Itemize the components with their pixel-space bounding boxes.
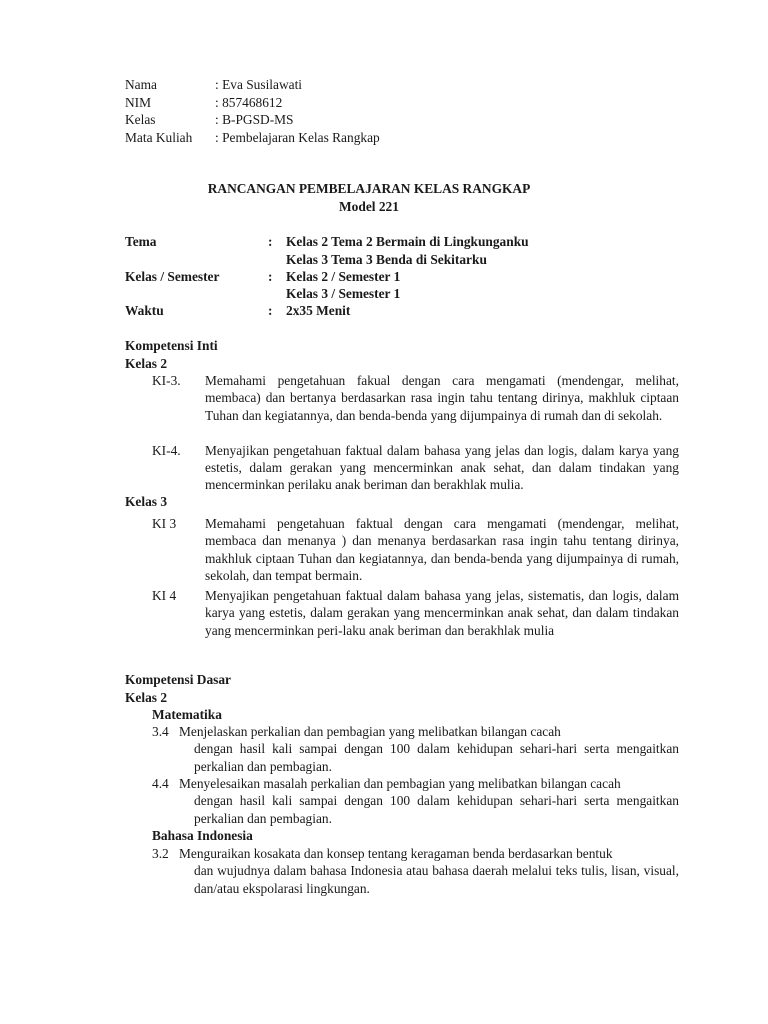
kd-item <box>152 845 679 897</box>
ki-code: KI 3 <box>152 516 177 531</box>
tema-value-1: Kelas 2 Tema 2 Bermain di Lingkunganku <box>286 234 529 249</box>
waktu-colon: : <box>268 303 273 318</box>
header-row-nama <box>125 76 302 93</box>
header-row-kelas <box>125 111 294 128</box>
header-row-nim <box>125 94 282 111</box>
kd-number: 3.4 <box>152 724 169 739</box>
header-label: Mata Kuliah <box>125 129 193 145</box>
kd-item-first-line <box>152 775 679 792</box>
waktu-label: Waktu <box>125 303 164 318</box>
kd-item-continuation: dan wujudnya dalam bahasa Indonesia atau bahasa daerah melalui teks tulis, lisan, visual, dan/atau ekspolarasi lingkungan. <box>194 863 679 896</box>
ki-code: KI-3. <box>152 373 181 388</box>
kd-item-continuation: dengan hasil kali sampai dengan 100 dalam kehidupan sehari-hari serta mengaitkan perkalian dan pembagian. <box>194 741 679 774</box>
kd-item-continuation: dengan hasil kali sampai dengan 100 dalam kehidupan sehari-hari serta mengaitkan perkalian dan pembagian. <box>194 793 679 826</box>
ki-kelas-3-heading: Kelas 3 <box>125 494 168 509</box>
kd-number: 4.4 <box>152 776 169 791</box>
bahasa-indonesia-heading: Bahasa Indonesia <box>152 828 253 843</box>
ki-text: Menyajikan pengetahuan faktual dalam bahasa yang jelas, sistematis, dan logis, dalam karya yang estetis, dalam gerakan yang mencerminkan anak sehat, dan dalam tindakan yang mencerminkan peri-laku anak beriman dan berakhlak mulia <box>205 588 679 638</box>
kd-kelas-2-heading: Kelas 2 <box>125 689 168 705</box>
header-value: : 857468612 <box>215 94 283 110</box>
document-title: RANCANGAN PEMBELAJARAN KELAS RANGKAP <box>207 181 531 196</box>
kelas-semester-value-2: Kelas 3 / Semester 1 <box>286 286 401 301</box>
ki-text: Menyajikan pengetahuan faktual dalam bahasa yang jelas dan logis, dalam karya yang estetis, dalam gerakan yang mencerminkan anak sehat, dan dalam tindakan yang mencerminkan perilaku anak beriman dan berakhlak mulia. <box>205 442 679 493</box>
kd-text: Menyelesaikan masalah perkalian dan pembagian yang melibatkan bilangan cacah <box>179 776 621 791</box>
kompetensi-inti-heading: Kompetensi Inti <box>125 338 218 353</box>
ki-code: KI-4. <box>152 442 181 458</box>
ki-kelas-2-heading: Kelas 2 <box>125 355 168 371</box>
kd-text: Menguraikan kosakata dan konsep tentang keragaman benda berdasarkan bentuk <box>179 846 613 861</box>
ki-code: KI 4 <box>152 588 177 603</box>
ki-text: Memahami pengetahuan faktual dengan cara mengamati (mendengar, melihat, membaca dan menanya ) dan menanya berdasarkan rasa ingin tahu tentang dirinya, makhluk ciptaan Tuhan dan kegiatannya, dan benda-benda yang dijumpainya di rumah, sekolah, dan tempat bermain. <box>205 516 679 584</box>
waktu-value: 2x35 Menit <box>286 303 351 318</box>
kelas-semester-colon: : <box>268 268 273 284</box>
kd-text: Menjelaskan perkalian dan pembagian yang melibatkan bilangan cacah <box>179 724 561 739</box>
kd-item-first-line <box>152 845 679 862</box>
tema-value-2: Kelas 3 Tema 3 Benda di Sekitarku <box>286 251 487 267</box>
header-label: NIM <box>125 94 152 110</box>
kelas-semester-label: Kelas / Semester <box>125 268 220 284</box>
kelas-semester-value-1: Kelas 2 / Semester 1 <box>286 268 401 284</box>
kd-item <box>152 775 679 827</box>
document-subtitle: Model 221 <box>339 198 399 214</box>
tema-colon: : <box>268 234 273 249</box>
tema-label: Tema <box>125 234 157 249</box>
header-label: Nama <box>125 77 157 92</box>
header-value: : Pembelajaran Kelas Rangkap <box>215 129 380 145</box>
header-row-mata-kuliah <box>125 129 380 146</box>
ki-text: Memahami pengetahuan fakual dengan cara mengamati (mendengar, melihat, membaca) dan bertanya berdasarkan rasa ingin tahu tentang dirinya, makhluk ciptaan Tuhan dan kegiatannya, dan benda-benda yang dijumpainya di rumah dan di sekolah. <box>205 373 679 423</box>
header-value: : Eva Susilawati <box>215 77 303 92</box>
matematika-heading: Matematika <box>152 707 222 722</box>
kd-item <box>152 723 679 775</box>
header-label: Kelas <box>125 112 156 127</box>
kd-number: 3.2 <box>152 846 169 861</box>
kompetensi-dasar-heading: Kompetensi Dasar <box>125 672 232 687</box>
kd-item-first-line <box>152 723 679 740</box>
header-value: : B-PGSD-MS <box>215 112 294 127</box>
